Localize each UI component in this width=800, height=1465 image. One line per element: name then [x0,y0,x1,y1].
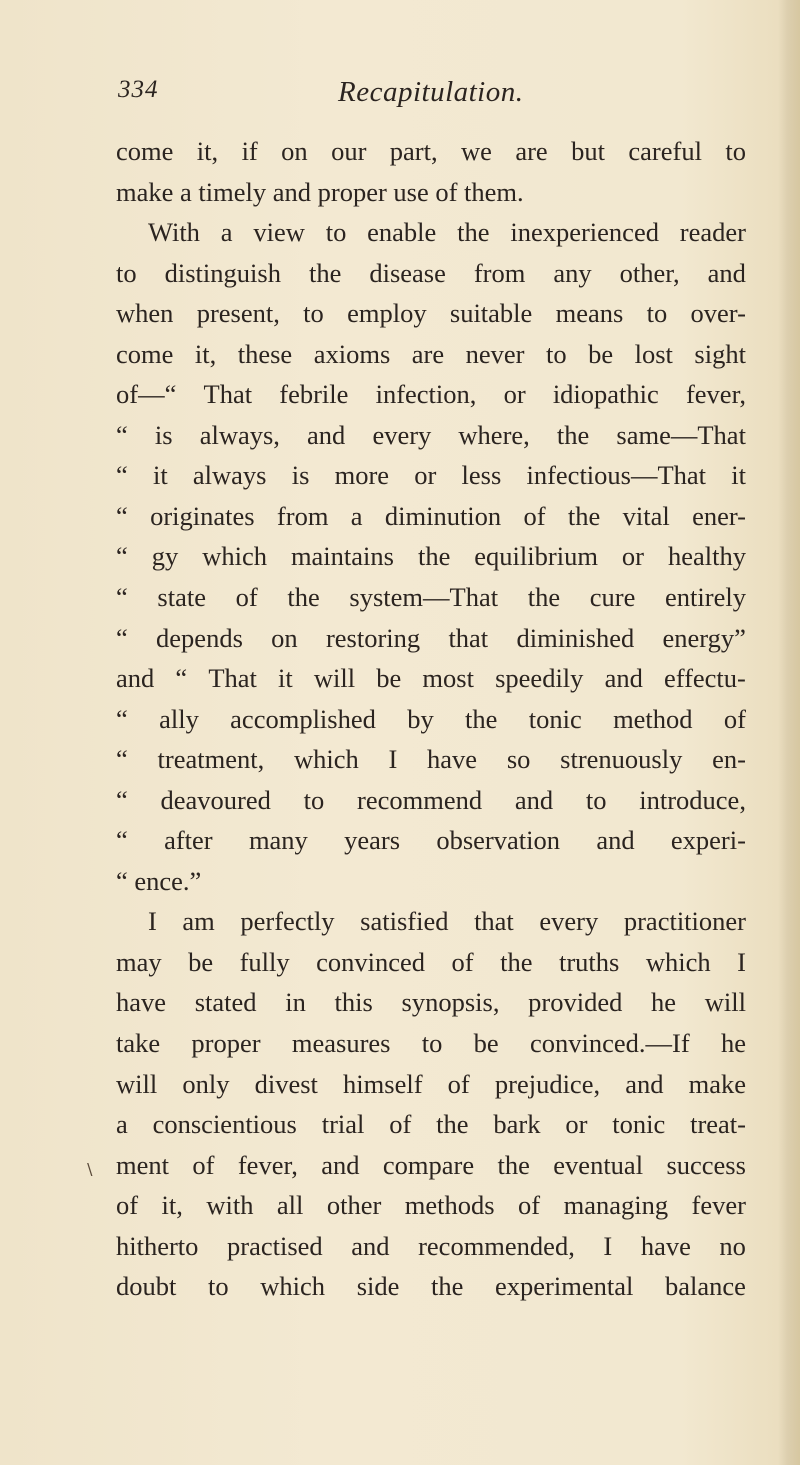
text-line: of it, with all other methods of managing fever [116,1190,746,1221]
text-line: “ gy which maintains the equilibrium or healthy [116,541,746,572]
page-header [118,76,738,116]
text-line: hitherto practised and recommended, I have no [116,1230,746,1261]
text-line: may be fully convinced of the truths which I [116,946,746,977]
text-line: “ it always is more or less infectious—That it [116,460,746,491]
text-line: I am perfectly satisfied that every practitioner [148,906,746,937]
text-line: “ state of the system—That the cure entirely [116,582,746,613]
text-line: make a timely and proper use of them. [116,176,524,207]
page-edge-shadow [778,0,800,1465]
margin-mark: ∖ [84,1162,95,1179]
text-line: to distinguish the disease from any other, and [116,257,746,288]
text-line: ment of fever, and compare the eventual success [116,1149,746,1180]
running-head: Recapitulation. [338,76,524,108]
text-line: when present, to employ suitable means to over- [116,298,746,329]
text-line: “ originates from a diminution of the vital ener- [116,500,746,531]
text-line: come it, these axioms are never to be lost sight [116,338,746,369]
text-line: “ ence.” [116,865,202,896]
text-line: “ ally accomplished by the tonic method of [116,703,746,734]
text-line: “ after many years observation and experi- [116,825,746,856]
body-text [116,131,746,1307]
text-line: With a view to enable the inexperienced reader [148,217,746,248]
text-line: have stated in this synopsis, provided he will [116,987,746,1018]
text-line: come it, if on our part, we are but careful to [116,136,746,166]
text-line: “ is always, and every where, the same—That [116,419,746,450]
text-line: will only divest himself of prejudice, and make [116,1068,746,1099]
text-line: “ depends on restoring that diminished energy” [116,622,746,653]
text-line: “ treatment, which I have so strenuously en- [116,744,746,775]
text-line: of—“ That febrile infection, or idiopathic fever, [116,379,746,410]
text-line: and “ That it will be most speedily and effectu- [116,663,746,694]
text-line: a conscientious trial of the bark or tonic treat- [116,1109,746,1140]
page-number: 334 [118,76,159,103]
text-line: doubt to which side the experimental balance [116,1271,746,1302]
text-line: “ deavoured to recommend and to introduce, [116,784,746,815]
text-line: take proper measures to be convinced.—If he [116,1028,746,1059]
